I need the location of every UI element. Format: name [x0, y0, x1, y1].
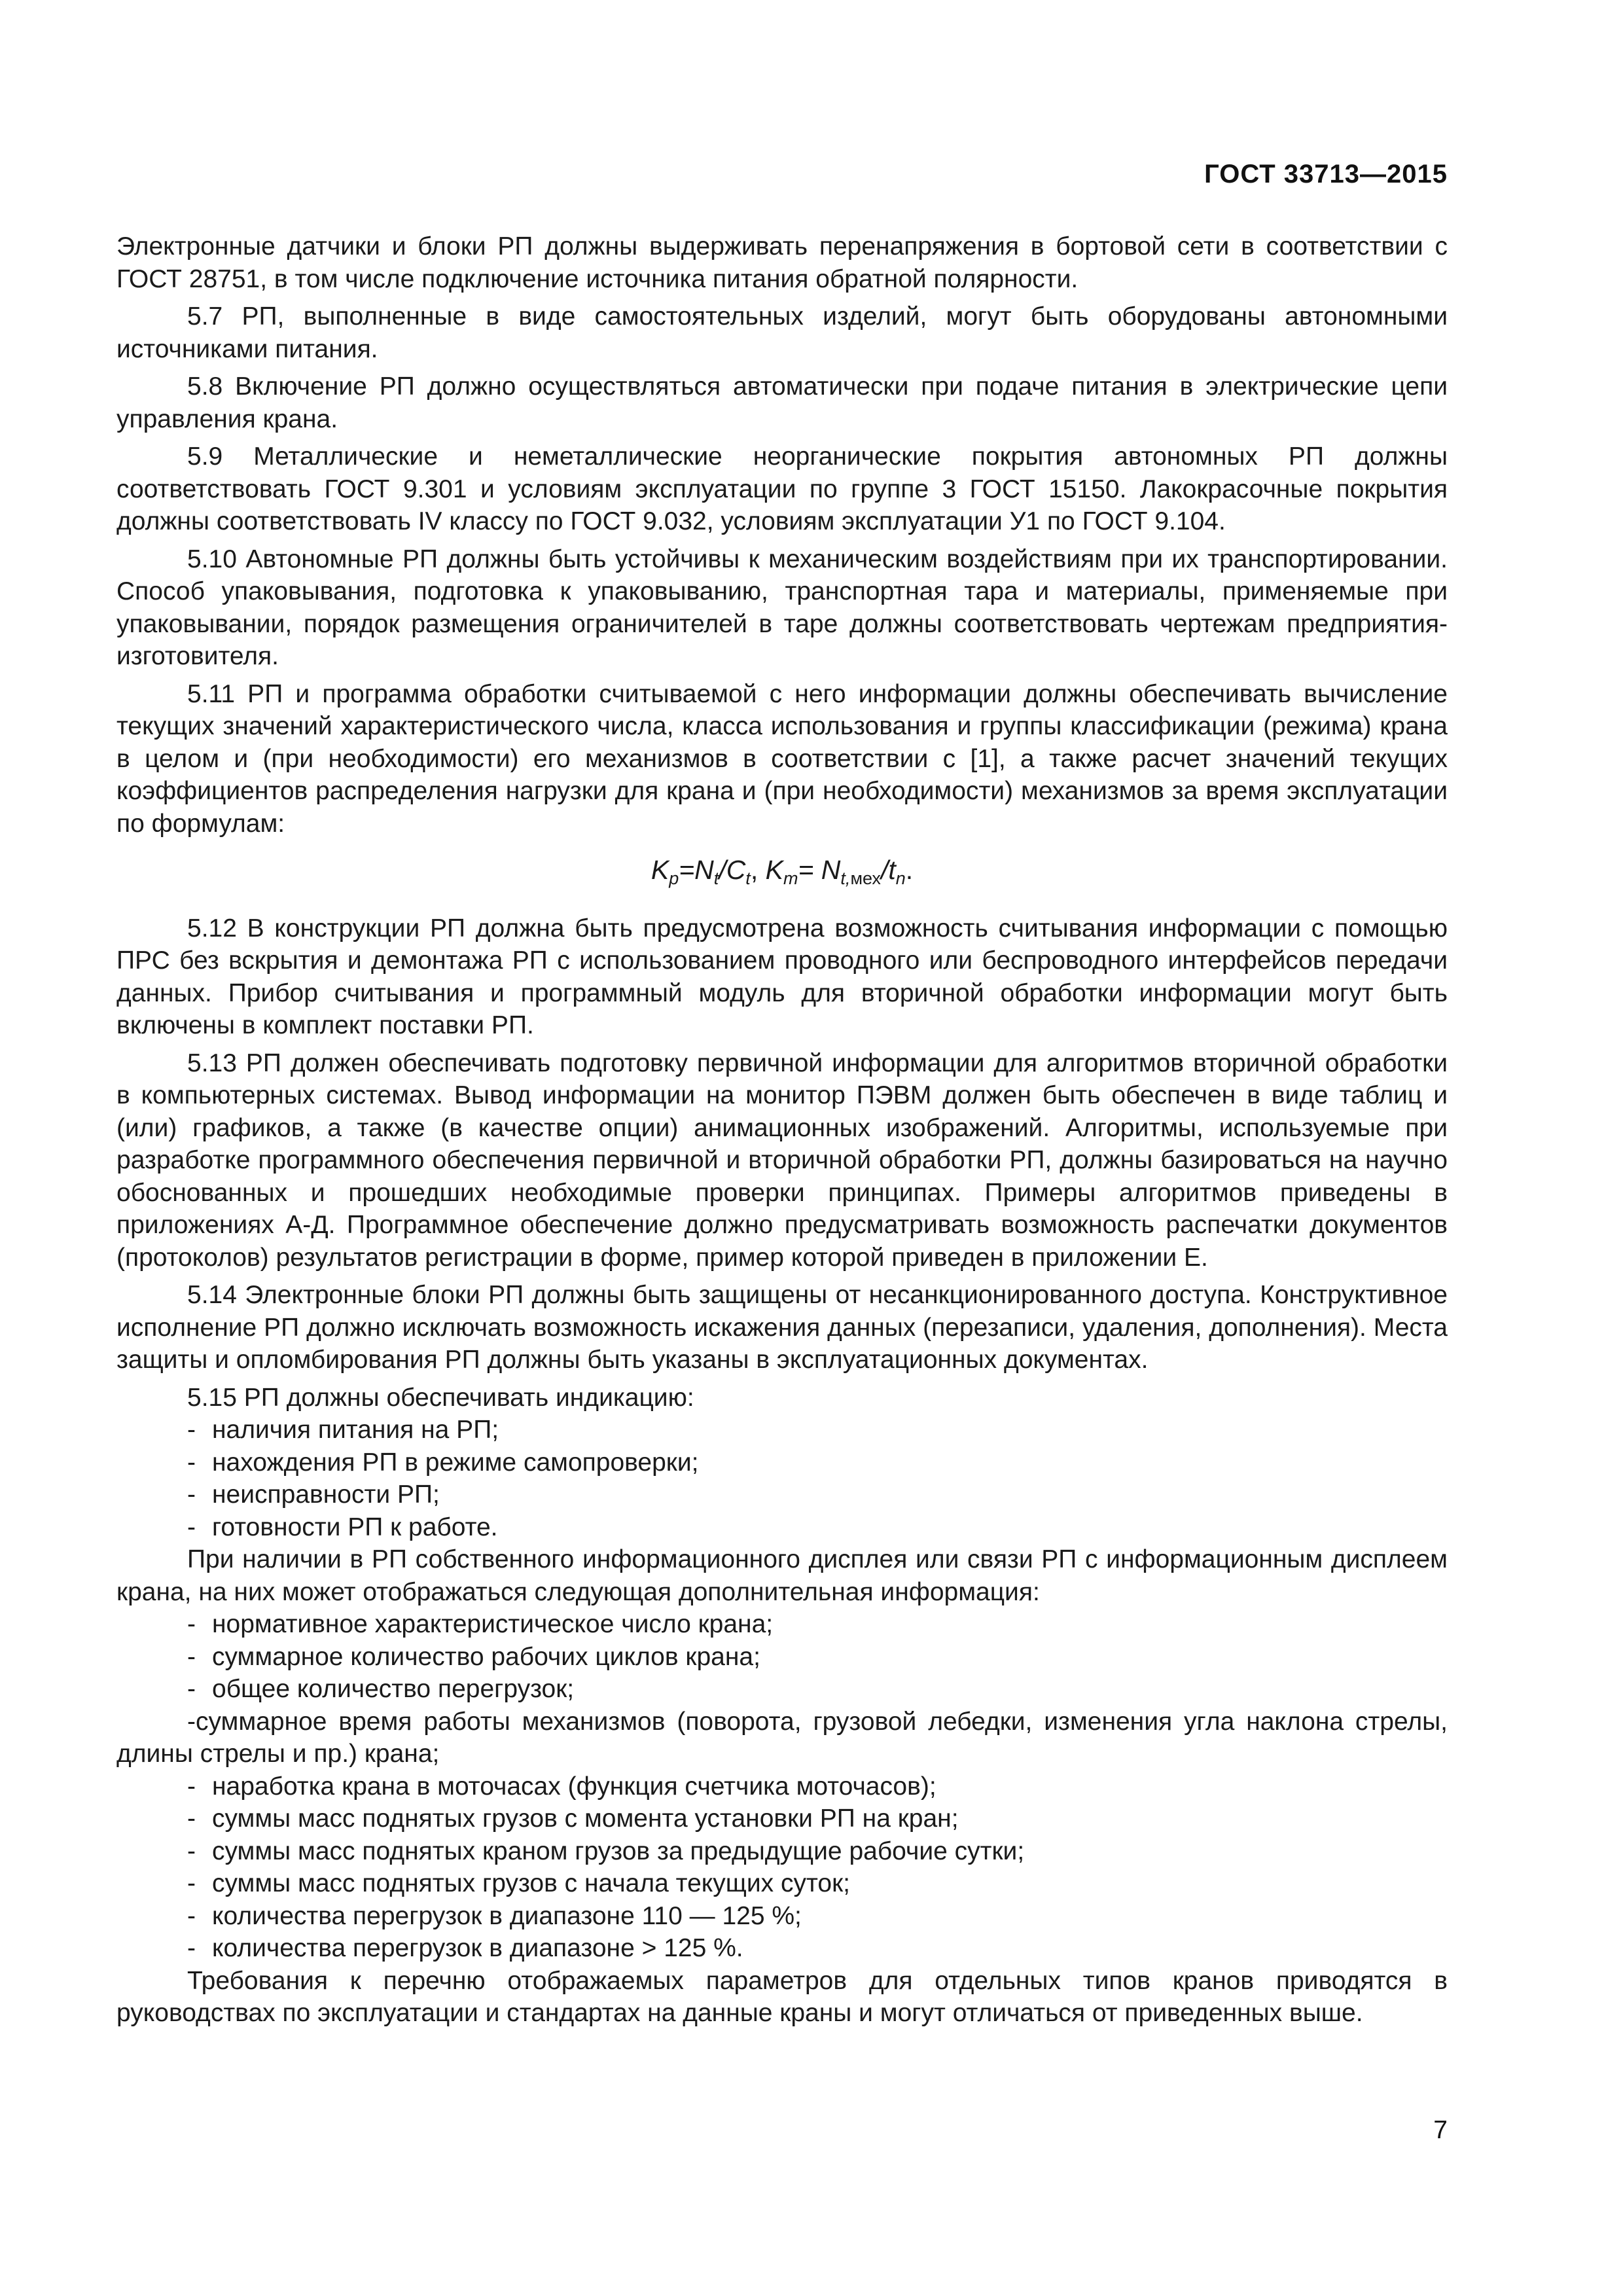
paragraph-final: Требования к перечню отображаемых параметров для отдельных типов кранов приводятся в руководствах по эксплуатации и стандартах на данные краны и могут отличаться от приведенных выше.: [116, 1966, 1448, 2027]
list-item-text: суммы масс поднятых грузов с начала текущих суток;: [212, 1869, 850, 1897]
dash-marker: -: [187, 1642, 196, 1671]
dash-marker: -: [187, 1901, 196, 1930]
list-item: [116, 1835, 1448, 1868]
dash-marker: -: [187, 1416, 196, 1444]
paragraph-5-12: 5.12 В конструкции РП должна быть предусмотрена возможность считывания информации с помощью ПРС без вскрытия и демонтажа РП с использованием проводного или беспроводного интерфейсов передачи данных. Прибор считывания и программный модуль для вторичной обработки информации могут быть включены в комплект поставки РП.: [116, 914, 1448, 1039]
formula-tn-sub: n: [895, 869, 906, 888]
list-item: [116, 1900, 1448, 1933]
list-item-text: общее количество перегрузок;: [212, 1675, 575, 1703]
formula-slash1: /C: [719, 855, 746, 885]
formula-eq1: =N: [679, 855, 714, 885]
list-item-text: количества перегрузок в диапазоне > 125 %.: [212, 1934, 743, 1962]
list-item-text: количества перегрузок в диапазоне 110 — 125 %;: [212, 1901, 802, 1930]
list-item-wrapped: [116, 1706, 1448, 1770]
formula-end: .: [905, 855, 914, 885]
dash-marker: -: [187, 1837, 196, 1865]
document-body: [116, 230, 1448, 2030]
dash-marker: -: [187, 1804, 196, 1833]
formula-kp-sub: p: [669, 869, 679, 888]
dash-marker: -: [187, 1707, 196, 1736]
dash-marker: -: [187, 1934, 196, 1962]
list-item-text: суммы масс поднятых грузов с момента установки РП на кран;: [212, 1804, 959, 1833]
paragraph-5-7: 5.7 РП, выполненные в виде самостоятельных изделий, могут быть оборудованы автономными источниками питания.: [116, 302, 1448, 363]
list-item-text: суммарное количество рабочих циклов крана;: [212, 1642, 760, 1671]
list-item: [116, 1803, 1448, 1835]
formula-ntmex-sub-t: t,: [840, 869, 851, 888]
dash-marker: -: [187, 1772, 196, 1801]
dash-marker: -: [187, 1448, 196, 1477]
formula-nt-sub: t: [713, 869, 719, 888]
dash-marker: -: [187, 1675, 196, 1703]
dash-marker: -: [187, 1513, 196, 1541]
dash-marker: -: [187, 1610, 196, 1638]
paragraph-5-14: 5.14 Электронные блоки РП должны быть защищены от несанкционированного доступа. Конструктивное исполнение РП должно исключать возможность искажения данных (перезаписи, удаления, дополнения). Места защиты и опломбирования РП должны быть указаны в эксплуатационных документах.: [116, 1281, 1448, 1374]
paragraph-continuation: Электронные датчики и блоки РП должны выдерживать перенапряжения в бортовой сети в соответствии с ГОСТ 28751, в том числе подключение источника питания обратной полярности.: [116, 232, 1448, 293]
list-item-text: неисправности РП;: [212, 1480, 440, 1509]
formula-km: K: [765, 855, 783, 885]
list-item: [116, 1932, 1448, 1965]
paragraph-5-13: 5.13 РП должен обеспечивать подготовку первичной информации для алгоритмов вторичной обработки в компьютерных системах. Вывод информации на монитор ПЭВМ должен быть обеспечен в виде таблиц и (или) графиков, а также (в качестве опции) анимационных изображений. Алгоритмы, используемые при разработке программного обеспечения первичной и вторичной обработки РП, должны базироваться на научно обоснованных и прошедших необходимые проверки принципах. Примеры алгоритмов приведены в приложениях А-Д. Программное обеспечение должно предусматривать возможность распечатки документов (протоколов) результатов регистрации в форме, пример которой приведен в приложении Е.: [116, 1049, 1448, 1272]
list-item-text: наличия питания на РП;: [212, 1416, 499, 1444]
list-item-text: готовности РП к работе.: [212, 1513, 498, 1541]
list-item: [116, 1608, 1448, 1641]
paragraph-5-8: 5.8 Включение РП должно осуществляться автоматически при подаче питания в электрические цепи управления крана.: [116, 372, 1448, 433]
formula-ntmex-sub-mex: мех: [850, 869, 881, 888]
formula-ntmex-sub: [840, 869, 881, 888]
list-item: [116, 1446, 1448, 1479]
display-info-list-continued: [116, 1770, 1448, 1965]
dash-marker: -: [187, 1869, 196, 1897]
list-item: [116, 1479, 1448, 1511]
paragraph-5-15: 5.15 РП должны обеспечивать индикацию:: [187, 1383, 694, 1412]
formula-ct-sub: t: [745, 869, 751, 888]
list-item: [116, 1673, 1448, 1706]
paragraph-5-9: 5.9 Металлические и неметаллические неорганические покрытия автономных РП должны соответствовать ГОСТ 9.301 и условиям эксплуатации по группе 3 ГОСТ 15150. Лакокрасочные покрытия должны соответствовать IV классу по ГОСТ 9.032, условиям эксплуатации У1 по ГОСТ 9.104.: [116, 442, 1448, 535]
indication-list: [116, 1414, 1448, 1543]
formula-slash2: /t: [880, 855, 896, 885]
list-item-text: суммы масс поднятых краном грузов за предыдущие рабочие сутки;: [212, 1837, 1025, 1865]
formula-load-coefficients: [116, 854, 1448, 895]
display-info-list: [116, 1608, 1448, 1706]
dash-marker: -: [187, 1480, 196, 1509]
list-item: [116, 1414, 1448, 1446]
list-item-text: нахождения РП в режиме самопроверки;: [212, 1448, 699, 1477]
list-item: [116, 1867, 1448, 1900]
document-code: ГОСТ 33713—2015: [1204, 160, 1448, 188]
formula-eq2: = N: [798, 855, 841, 885]
formula-comma: ,: [750, 855, 766, 885]
list-item: [116, 1641, 1448, 1674]
list-item: [116, 1770, 1448, 1803]
paragraph-display-info: При наличии в РП собственного информационного дисплея или связи РП с информационным дисплеем крана, на них может отображаться следующая дополнительная информация:: [116, 1545, 1448, 1606]
page-number: 7: [1433, 2116, 1448, 2144]
paragraph-5-10: 5.10 Автономные РП должны быть устойчивы к механическим воздействиям при их транспортировании. Способ упаковывания, подготовка к упаковыванию, транспортная тара и материалы, применяемые при упаковывании, порядок размещения ограничителей в таре должны соответствовать чертежам предприятия-изготовителя.: [116, 545, 1448, 670]
list-item-text: нормативное характеристическое число крана;: [212, 1610, 774, 1638]
list-item-text: наработка крана в моточасах (функция счетчика моточасов);: [212, 1772, 936, 1801]
formula-km-sub: m: [783, 869, 798, 888]
paragraph-5-11: 5.11 РП и программа обработки считываемой с него информации должны обеспечивать вычисление текущих значений характеристического числа, класса использования и группы классификации (режима) крана в целом и (при необходимости) его механизмов в соответствии с [1], а также расчет значений текущих коэффициентов распределения нагрузки для крана и (при необходимости) механизмов за время эксплуатации по формулам:: [116, 679, 1448, 838]
formula-kp: K: [651, 855, 669, 885]
list-item: [116, 1511, 1448, 1544]
list-item-text: суммарное время работы механизмов (поворота, грузовой лебедки, изменения угла наклона стрелы, длины стрелы и пр.) крана;: [116, 1707, 1448, 1768]
